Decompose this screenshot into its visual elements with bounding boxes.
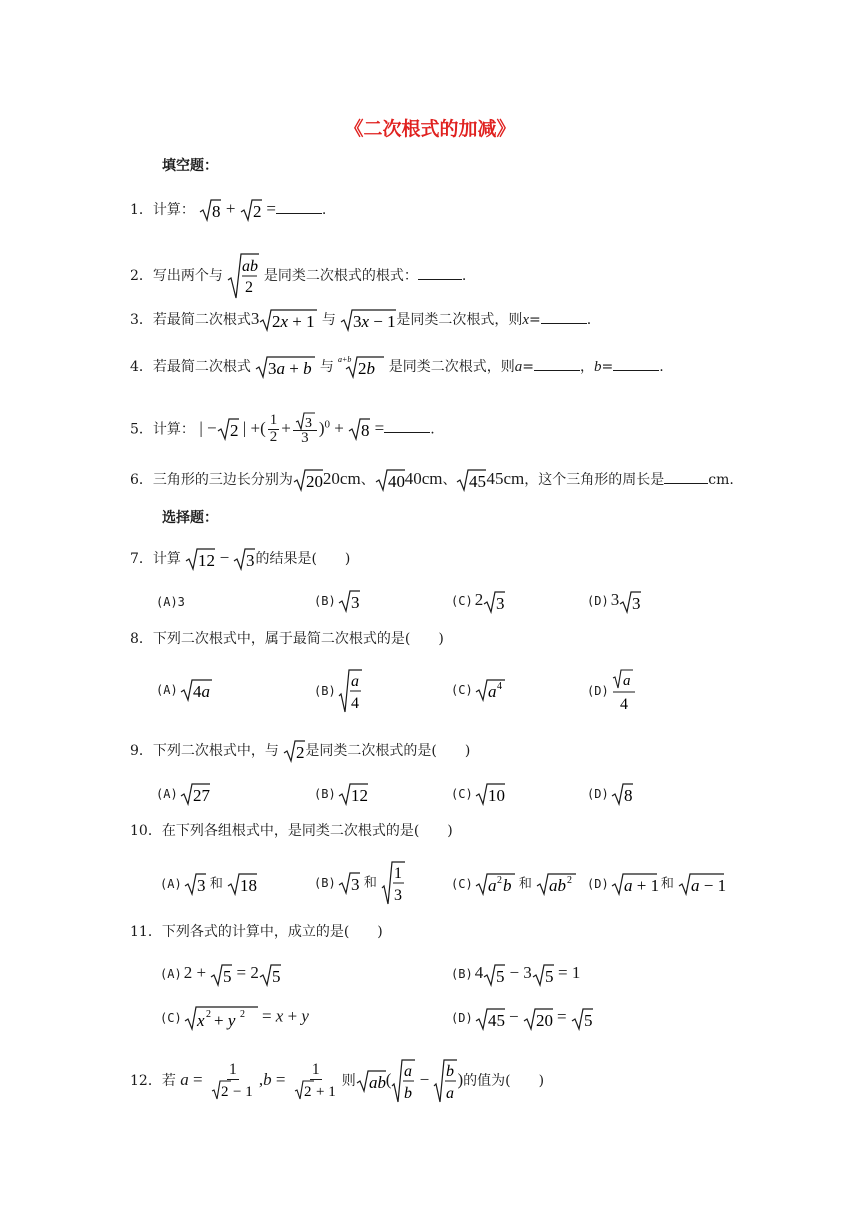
question-number: 1．	[130, 202, 153, 218]
sqrt-expression	[233, 547, 255, 571]
sqrt-side-2	[375, 468, 405, 492]
answer-blank[interactable]	[541, 309, 587, 324]
fraction-a: 1 2 − 1	[209, 1062, 257, 1100]
svg-text:4: 4	[350, 695, 359, 712]
svg-text:12: 12	[198, 551, 216, 570]
option-10b[interactable]: (B) 3 和 1 3	[314, 860, 405, 906]
svg-text:2: 2	[245, 279, 254, 296]
svg-text:ab: ab	[242, 258, 259, 275]
svg-text:2: 2	[252, 202, 262, 221]
svg-text:3a + b: 3a + b	[268, 359, 312, 378]
question-11: 11．下列各式的计算中，成立的是( )	[130, 924, 383, 940]
option-8c[interactable]: (C) a 4	[451, 678, 505, 702]
svg-text:2b: 2b	[358, 359, 376, 378]
svg-text:ab: ab	[548, 876, 566, 895]
svg-text:8: 8	[623, 786, 633, 805]
svg-text:+ y: + y	[213, 1011, 236, 1030]
section-fill-heading: 填空题：	[162, 158, 218, 174]
section-choice-heading: 选择题：	[162, 510, 218, 526]
sqrt-expression	[340, 308, 396, 332]
svg-text:4: 4	[496, 681, 502, 692]
option-7c[interactable]: (C) 2 3	[451, 590, 505, 613]
svg-text:10: 10	[487, 786, 505, 805]
nth-root-expression	[338, 355, 384, 379]
svg-text:2: 2	[496, 875, 502, 886]
question-6: 6．三角形的三边长分别为 20 20cm、 40 40cm、 45 45cm，这个三角形的周长是 cm.	[130, 469, 734, 491]
svg-text:27: 27	[192, 786, 210, 805]
question-5: 5．计算： | − 2 | +( $\frac{1}{2}$ + $\frac{3}{3}$ )$^0$ + 8 = .	[130, 412, 435, 446]
answer-blank[interactable]	[664, 469, 708, 484]
svg-text:3: 3	[393, 887, 402, 904]
sqrt-ab	[356, 1061, 386, 1101]
option-7a[interactable]: (A)3	[156, 595, 185, 609]
option-9d[interactable]: (D) 8	[587, 786, 633, 805]
svg-text:20: 20	[535, 1010, 553, 1030]
svg-text:3: 3	[246, 551, 255, 570]
svg-text:x: x	[196, 1011, 205, 1030]
svg-text:2: 2	[229, 421, 239, 441]
option-11b[interactable]: (B) 4 5 − 3 5 = 1	[451, 963, 581, 986]
svg-text:3: 3	[350, 593, 360, 612]
answer-blank-a[interactable]	[534, 356, 580, 371]
sqrt-a-over-b	[391, 1058, 415, 1104]
answer-blank[interactable]	[418, 265, 462, 280]
svg-text:a: a	[622, 673, 631, 689]
svg-text:a − 1: a − 1	[690, 876, 727, 895]
fraction-sqrt3-over-3: $\frac{3}{3}$	[293, 412, 317, 447]
option-11c[interactable]: (C) x 2 + y 2 = x + y	[160, 1006, 309, 1030]
svg-text:3: 3	[496, 593, 505, 613]
option-10a[interactable]: (A) 3 和 18	[160, 876, 257, 895]
sqrt-expression	[217, 417, 239, 441]
question-prefix: 写出两个与	[152, 268, 223, 284]
sqrt-side-1	[293, 468, 323, 492]
svg-text:3x − 1: 3x − 1	[353, 312, 396, 331]
question-prefix: 计算：	[152, 202, 195, 218]
sqrt-b-over-a	[433, 1058, 457, 1104]
svg-text:18: 18	[239, 876, 257, 895]
svg-text:3: 3	[632, 593, 641, 613]
question-4: 4．若最简二次根式 3a + b 与 a+b 2b 是同类二次根式，则a= ，b= .	[130, 355, 664, 378]
option-8d[interactable]: (D) a 4	[587, 668, 637, 714]
svg-text:2: 2	[239, 1009, 245, 1020]
svg-text:a: a	[404, 1063, 413, 1080]
page-title: 《二次根式的加减》	[344, 118, 516, 140]
svg-text:2: 2	[220, 1083, 229, 1100]
svg-text:1: 1	[393, 865, 402, 882]
question-1: 1．计算： 8 + 2 = .	[130, 199, 327, 221]
svg-text:a: a	[350, 673, 359, 690]
option-8a[interactable]: (A) 4a	[156, 682, 210, 701]
sqrt-expression	[348, 417, 370, 441]
sqrt-expression	[240, 198, 262, 222]
svg-text:8: 8	[361, 421, 370, 441]
question-7: 7．计算 12 − 3 的结果是( )	[130, 548, 351, 570]
svg-text:45: 45	[469, 472, 487, 491]
svg-text:8: 8	[212, 202, 221, 221]
question-2: 2．写出两个与 ab 2 是同类二次根式的根式： .	[130, 252, 466, 300]
svg-text:3: 3	[196, 876, 206, 895]
svg-text:45: 45	[487, 1010, 505, 1030]
svg-text:12: 12	[350, 786, 368, 805]
svg-text:2x + 1: 2x + 1	[272, 312, 316, 331]
svg-text:2: 2	[296, 743, 305, 762]
question-12: 12．若 a = 1 2 − 1 ,b = 1 2 + 1 则 ab ( a b − b a )的值为( )	[130, 1058, 544, 1104]
option-11a[interactable]: (A) 2 + 5 = 2 5	[160, 963, 281, 986]
svg-text:b: b	[502, 876, 512, 895]
sqrt-fraction	[227, 252, 259, 300]
sqrt-side-3	[456, 468, 486, 492]
fraction-b: 1 2 + 1	[292, 1062, 340, 1100]
sqrt-expression	[283, 739, 305, 763]
svg-text:a: a	[487, 682, 497, 701]
svg-text:3: 3	[350, 875, 360, 894]
option-11d[interactable]: (D) 45 − 20 = 5	[451, 1007, 593, 1030]
fraction-one-half: $\frac{1}{2}$	[269, 412, 278, 445]
option-9c[interactable]: (C) 10	[451, 786, 505, 805]
svg-text:a: a	[487, 876, 497, 895]
svg-text:b: b	[446, 1063, 455, 1080]
svg-text:2: 2	[303, 1083, 312, 1100]
answer-blank[interactable]	[384, 418, 430, 433]
svg-text:2: 2	[205, 1009, 211, 1020]
svg-text:5: 5	[271, 966, 281, 986]
question-3: 3．若最简二次根式3 2x + 1 与 3x − 1 是同类二次根式，则x= .	[130, 309, 592, 331]
svg-text:5: 5	[583, 1010, 593, 1030]
svg-text:40: 40	[387, 472, 405, 491]
svg-text:b: b	[404, 1085, 413, 1102]
sqrt-expression	[259, 308, 317, 332]
sqrt-expression	[185, 547, 215, 571]
svg-text:ab: ab	[368, 1073, 386, 1092]
svg-text:+ 1: + 1	[315, 1083, 336, 1100]
svg-text:5: 5	[223, 966, 232, 986]
option-10c[interactable]: (C) a 2 b 和 ab 2	[451, 872, 576, 896]
svg-text:a + 1: a + 1	[623, 876, 659, 895]
question-9: 9．下列二次根式中，与 2 是同类二次根式的是( )	[130, 739, 470, 763]
answer-blank[interactable]	[276, 199, 322, 214]
answer-blank-b[interactable]	[613, 356, 659, 371]
svg-text:5: 5	[496, 966, 505, 986]
sqrt-expression	[255, 355, 315, 379]
svg-text:5: 5	[544, 966, 554, 986]
option-10d[interactable]: (D) a + 1 和 a − 1	[587, 876, 727, 895]
option-7d[interactable]: (D) 3 3	[587, 590, 641, 613]
option-7b[interactable]: (B) 3	[314, 593, 360, 612]
question-number: 2．	[130, 268, 153, 284]
svg-text:2: 2	[566, 875, 572, 886]
svg-text:20: 20	[305, 472, 323, 491]
svg-text:− 1: − 1	[232, 1083, 253, 1100]
svg-text:4a: 4a	[192, 682, 210, 701]
sqrt-expression	[199, 198, 221, 222]
option-9a[interactable]: (A) 27	[156, 786, 210, 805]
question-10: 10．在下列各组根式中，是同类二次根式的是( )	[130, 823, 453, 839]
svg-text:4: 4	[619, 696, 628, 713]
question-8: 8．下列二次根式中，属于最简二次根式的是( )	[130, 631, 444, 647]
svg-text:3: 3	[304, 416, 312, 430]
svg-text:a+b: a+b	[338, 355, 352, 364]
option-8b[interactable]: (B) a 4	[314, 668, 362, 714]
option-9b[interactable]: (B) 12	[314, 786, 368, 805]
svg-text:a: a	[446, 1085, 455, 1102]
